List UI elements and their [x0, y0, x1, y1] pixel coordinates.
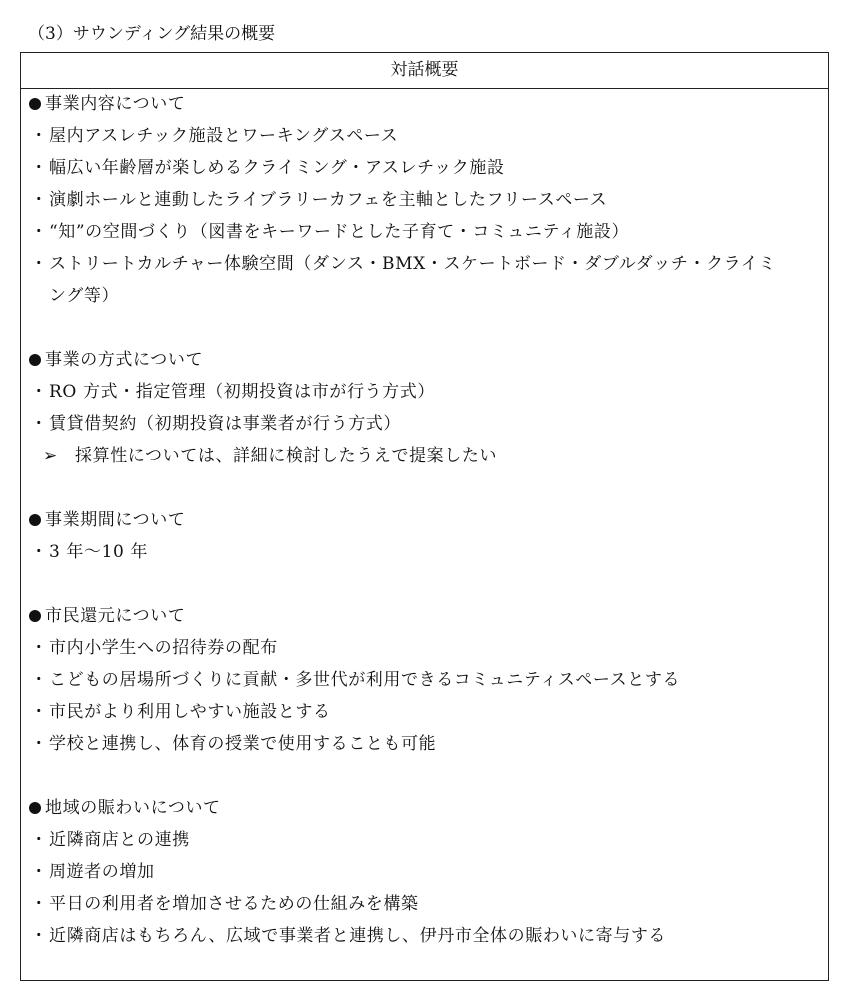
list-item-text: 近隣商店はもちろん、広域で事業者と連携し、伊丹市全体の賑わいに寄与する — [49, 926, 667, 946]
list-item-text: “知”の空間づくり（図書をキーワードとした子育て・コミュニティ施設） — [49, 222, 630, 242]
list-item — [29, 124, 398, 148]
bullet-icon: ・ — [30, 638, 48, 658]
section-heading: （3）サウンディング結果の概要 — [28, 24, 276, 44]
bullet-dot-icon — [29, 610, 41, 622]
bullet-icon: ・ — [30, 382, 48, 402]
list-item — [29, 924, 666, 948]
list-item — [29, 220, 629, 244]
bullet-icon: ・ — [30, 702, 48, 722]
summary-table — [20, 52, 829, 981]
bullet-icon: ・ — [30, 254, 48, 274]
bullet-icon: ・ — [30, 222, 48, 242]
section-title-business-period — [29, 508, 185, 532]
bullet-icon: ・ — [30, 190, 48, 210]
list-item — [29, 156, 505, 180]
list-item — [29, 732, 436, 756]
list-item — [29, 412, 401, 436]
bullet-dot-icon — [29, 802, 41, 814]
list-item — [29, 892, 419, 916]
list-item-text: 学校と連携し、体育の授業で使用することも可能 — [49, 734, 437, 754]
list-item-text: 平日の利用者を増加させるための仕組みを構築 — [49, 894, 419, 914]
bullet-icon: ・ — [30, 862, 48, 882]
sub-list-item-text: 採算性については、詳細に検討したうえで提案したい — [75, 446, 498, 466]
section-title-citizen-return — [29, 604, 185, 628]
list-item — [29, 636, 278, 660]
arrow-bullet-icon: ➢ — [43, 446, 58, 466]
list-item — [29, 188, 607, 212]
list-item-text: 市民がより利用しやすい施設とする — [49, 702, 331, 722]
list-item-text: 賃貸借契約（初期投資は事業者が行う方式） — [49, 414, 401, 434]
sub-list-item — [29, 444, 497, 468]
section-title-text: 市民還元について — [45, 606, 186, 626]
list-item-text: ストリートカルチャー体験空間（ダンス・BMX・スケートボード・ダブルダッチ・クライミ — [49, 254, 776, 274]
list-item-text: 近隣商店との連携 — [49, 830, 190, 850]
list-item-text: 屋内アスレチック施設とワーキングスペース — [49, 126, 399, 146]
section-title-local-vitality — [29, 796, 221, 820]
list-item-text: 市内小学生への招待券の配布 — [49, 638, 278, 658]
list-item — [29, 380, 435, 404]
section-title-business-method — [29, 348, 203, 372]
list-item — [29, 540, 148, 564]
list-item-text: 演劇ホールと連動したライブラリーカフェを主軸としたフリースペース — [49, 190, 608, 210]
bullet-icon: ・ — [30, 734, 48, 754]
bullet-icon: ・ — [30, 670, 48, 690]
bullet-dot-icon — [29, 98, 41, 110]
bullet-icon: ・ — [30, 158, 48, 178]
list-item — [29, 860, 155, 884]
section-title-text: 事業の方式について — [45, 350, 204, 370]
list-item — [29, 252, 776, 276]
bullet-dot-icon — [29, 514, 41, 526]
list-item-text: 周遊者の増加 — [49, 862, 155, 882]
list-item-text: 幅広い年齢層が楽しめるクライミング・アスレチック施設 — [49, 158, 505, 178]
bullet-icon: ・ — [30, 894, 48, 914]
section-title-business-content — [29, 92, 185, 116]
list-item — [29, 828, 190, 852]
list-item-continuation: ング等） — [49, 286, 120, 306]
bullet-icon: ・ — [30, 830, 48, 850]
section-title-text: 事業期間について — [45, 510, 186, 530]
list-item-text: RO 方式・指定管理（初期投資は市が行う方式） — [49, 382, 435, 402]
table-header: 対話概要 — [21, 53, 828, 89]
list-item-text: 3 年～10 年 — [49, 542, 149, 562]
list-item-text: こどもの居場所づくりに貢献・多世代が利用できるコミュニティスペースとする — [49, 670, 681, 690]
bullet-icon: ・ — [30, 926, 48, 946]
bullet-icon: ・ — [30, 542, 48, 562]
bullet-icon: ・ — [30, 414, 48, 434]
list-item — [29, 668, 680, 692]
list-item — [29, 700, 331, 724]
bullet-dot-icon — [29, 354, 41, 366]
section-title-text: 事業内容について — [45, 94, 186, 114]
bullet-icon: ・ — [30, 126, 48, 146]
section-title-text: 地域の賑わいについて — [45, 798, 221, 818]
